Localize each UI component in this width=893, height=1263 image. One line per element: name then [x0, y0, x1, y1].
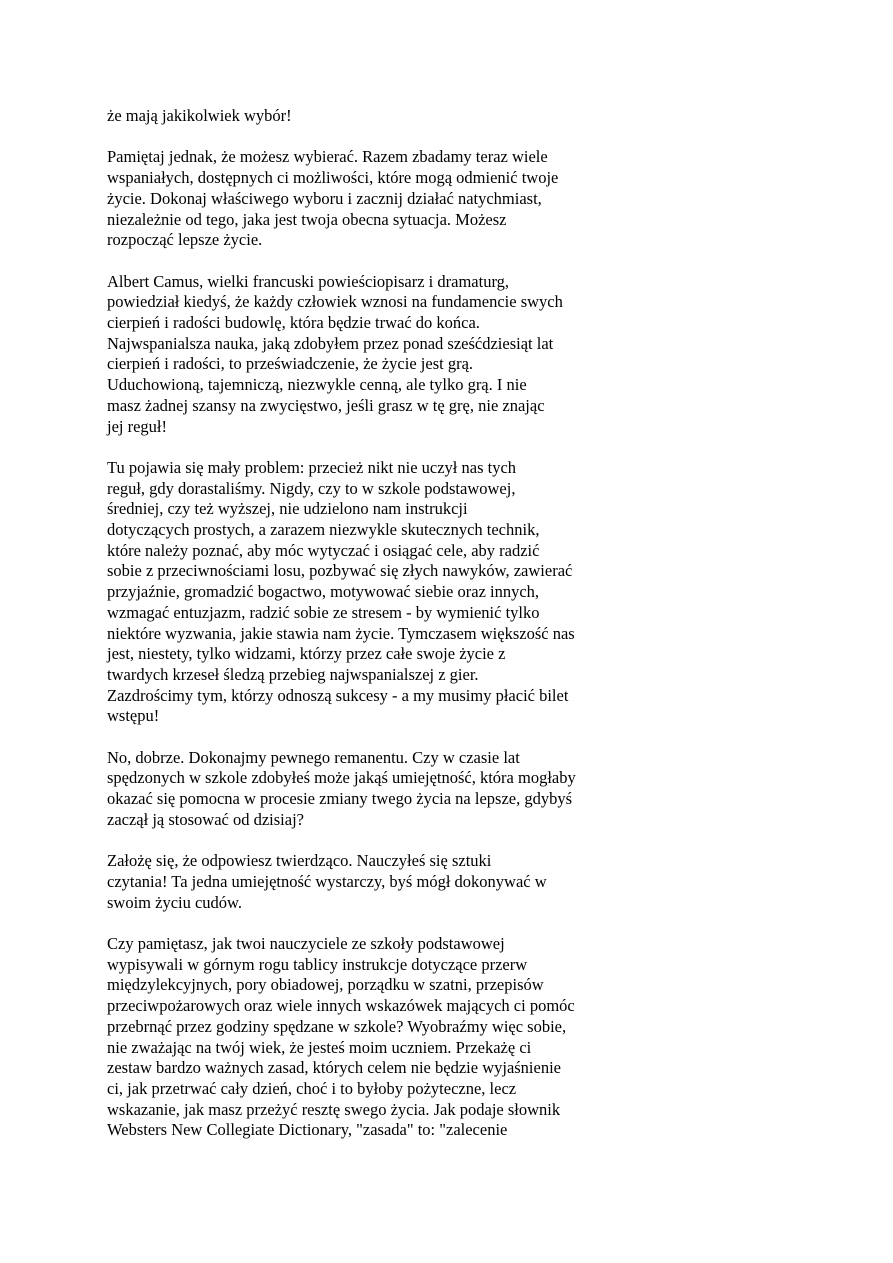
text-line: twardych krzeseł śledzą przebieg najwspanialszej z gier. [107, 664, 479, 684]
text-line: międzylekcyjnych, pory obiadowej, porządku w szatni, przepisów [107, 975, 544, 995]
text-line: wspaniałych, dostępnych ci możliwości, które mogą odmienić twoje [107, 168, 559, 188]
paragraph-5 [107, 748, 647, 831]
text-line: przebrnąć przez godziny spędzane w szkole? Wyobraźmy więc sobie, [107, 1016, 567, 1036]
text-line: wzmagać entuzjazm, radzić sobie ze stresem - by wymienić tylko [107, 602, 540, 622]
paragraph-4 [107, 458, 647, 727]
text-line: które należy poznać, aby móc wytyczać i osiągać cele, aby radzić [107, 540, 540, 560]
paragraph-2 [107, 147, 647, 251]
text-line: przeciwpożarowych oraz wiele innych wskazówek mających ci pomóc [107, 996, 575, 1016]
text-line: wstępu! [107, 706, 160, 726]
text-line: Najwspanialsza nauka, jaką zdobyłem przez ponad sześćdziesiąt lat [107, 333, 554, 353]
text-line: Pamiętaj jednak, że możesz wybierać. Razem zbadamy teraz wiele [107, 147, 548, 167]
paragraph-1 [107, 106, 647, 127]
text-line: wskazanie, jak masz przeżyć resztę swego życia. Jak podaje słownik [107, 1099, 561, 1119]
text-line: jest, niestety, tylko widzami, którzy przez całe swoje życie z [107, 644, 506, 664]
text-line: dotyczących prostych, a zarazem niezwykle skutecznych technik, [107, 520, 540, 540]
text-line: średniej, czy też wyższej, nie udzielono nam instrukcji [107, 499, 468, 519]
text-line: Albert Camus, wielki francuski powieściopisarz i dramaturg, [107, 271, 510, 291]
text-line: ci, jak przetrwać cały dzień, choć i to byłoby pożyteczne, lecz [107, 1078, 517, 1098]
text-line: powiedział kiedyś, że każdy człowiek wznosi na fundamencie swych [107, 292, 563, 312]
text-line: niektóre wyzwania, jakie stawia nam życie. Tymczasem większość nas [107, 623, 575, 643]
text-line: jej reguł! [107, 416, 168, 436]
text-line: sobie z przeciwnościami losu, pozbywać się złych nawyków, zawierać [107, 561, 573, 581]
text-line: zestaw bardzo ważnych zasad, których celem nie będzie wyjaśnienie [107, 1058, 561, 1078]
text-line: cierpień i radości, to przeświadczenie, że życie jest grą. [107, 354, 474, 374]
text-line: cierpień i radości budowlę, która będzie trwać do końca. [107, 313, 480, 332]
text-line: swoim życiu cudów. [107, 892, 243, 912]
text-line: życie. Dokonaj właściwego wyboru i zacznij działać natychmiast, [107, 188, 542, 208]
text-line: nie zważając na twój wiek, że jesteś moim uczniem. Przekażę ci [107, 1037, 532, 1057]
paragraph-7 [107, 934, 647, 1141]
text-line: rozpocząć lepsze życie. [107, 230, 263, 250]
text-line: zaczął ją stosować od dzisiaj? [107, 809, 304, 829]
text-line: Czy pamiętasz, jak twoi nauczyciele ze szkoły podstawowej [107, 934, 505, 954]
text-line: przyjaźnie, gromadzić bogactwo, motywować siebie oraz innych, [107, 582, 540, 602]
text-line: No, dobrze. Dokonajmy pewnego remanentu. Czy w czasie lat [107, 747, 520, 767]
text-line: Uduchowioną, tajemniczą, niezwykle cenną, ale tylko grą. I nie [107, 375, 527, 395]
text-line: masz żadnej szansy na zwycięstwo, jeśli grasz w tę grę, nie znając [107, 395, 545, 415]
text-line: niezależnie od tego, jaka jest twoja obecna sytuacja. Możesz [107, 209, 507, 229]
text-line: że mają jakikolwiek wybór! [107, 106, 292, 125]
text-line: Założę się, że odpowiesz twierdząco. Nauczyłeś się sztuki [107, 851, 492, 871]
text-line: reguł, gdy dorastaliśmy. Nigdy, czy to w szkole podstawowej, [107, 478, 516, 498]
text-line: Zazdrościmy tym, którzy odnoszą sukcesy - a my musimy płacić bilet [107, 685, 569, 705]
paragraph-3 [107, 272, 647, 438]
text-line: okazać się pomocna w procesie zmiany twego życia na lepsze, gdybyś [107, 789, 573, 809]
text-line: wypisywali w górnym rogu tablicy instrukcje dotyczące przerw [107, 954, 528, 974]
text-line: spędzonych w szkole zdobyłeś może jakąś umiejętność, która mogłaby [107, 768, 576, 788]
text-line: czytania! Ta jedna umiejętność wystarczy, byś mógł dokonywać w [107, 871, 547, 891]
text-line: Tu pojawia się mały problem: przecież nikt nie uczył nas tych [107, 457, 517, 477]
paragraph-6 [107, 851, 647, 913]
document-page [107, 106, 647, 1162]
text-line: Websters New Collegiate Dictionary, "zasada" to: "zalecenie [107, 1120, 508, 1140]
